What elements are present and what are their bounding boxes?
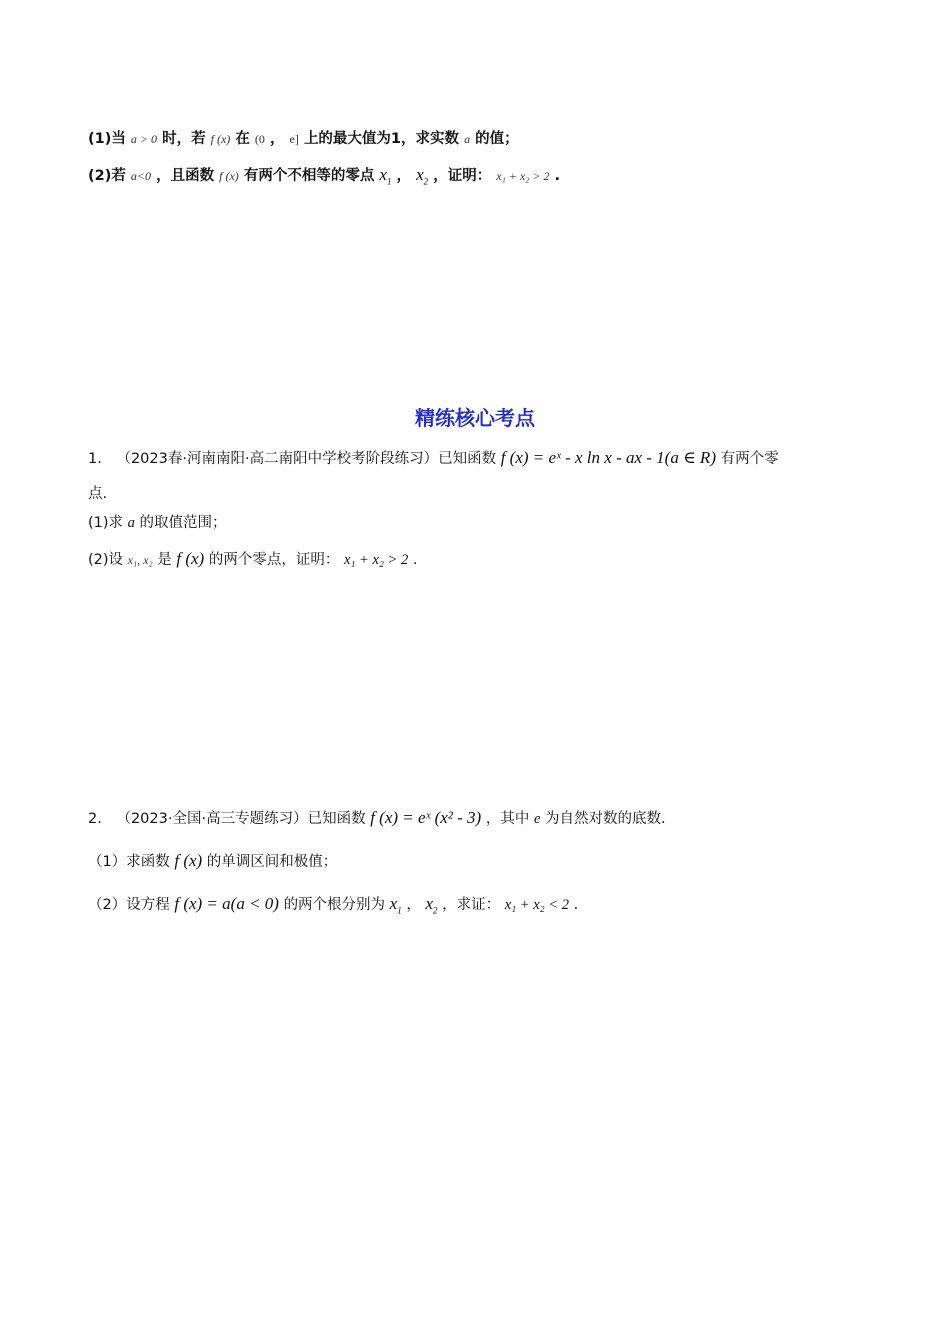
p1-part1-tail: 的取值范围；: [139, 515, 227, 531]
q1-condition: a > 0: [130, 132, 158, 146]
q1-variable: a: [464, 132, 471, 146]
problem-2-statement: [88, 807, 666, 830]
q1-interval-close: e]: [289, 132, 299, 146]
p1-part2-function: f (x): [176, 549, 205, 568]
problem-1-part-2: [88, 548, 417, 571]
p2-part2-x1: $x_1$: [389, 894, 402, 916]
problem-2-formula: f (x) = eˣ (x² - 3): [370, 808, 482, 827]
problem-1-tail: 有两个零: [720, 451, 779, 467]
problem-2-part-1: [88, 850, 337, 873]
problem-2-number: 2.: [88, 811, 102, 827]
p1-part2-proof: x₁ + x₂ > 2: [343, 552, 409, 568]
q2-function: f (x): [219, 169, 239, 183]
q1-comma: ，: [269, 131, 285, 147]
q2-proof-expression: x₁ + x₂ > 2: [496, 169, 550, 183]
p1-part2-text-1: 是: [157, 552, 172, 568]
p1-part2-prefix: (2)设: [88, 552, 124, 568]
q1-text-4: 的值；: [475, 131, 519, 147]
q2-text-1: ，且函数: [156, 168, 215, 184]
problem-2-e-variable: e: [533, 811, 541, 827]
p2-part2-text-2: ，求证：: [442, 897, 501, 913]
p2-part2-proof: x₁ + x₂ < 2: [504, 897, 569, 913]
p1-part2-variables: x₁, x₂: [127, 553, 153, 567]
section-title: 精练核心考点: [415, 406, 535, 430]
problem-2-text-2: 为自然对数的底数.: [544, 811, 666, 827]
q2-text-2: 有两个不相等的零点: [243, 168, 375, 184]
intro-question-2: [88, 164, 560, 192]
q2-prefix: (2)若: [88, 168, 126, 184]
p2-part2-separator: ，: [406, 897, 421, 913]
q1-text-1: 时，若: [162, 131, 206, 147]
problem-2-source: （2023·全国·高三专题练习）已知函数: [116, 811, 366, 827]
p2-part2-end: .: [573, 897, 579, 913]
p1-part1-prefix: (1)求: [88, 515, 124, 531]
q1-prefix: (1)当: [88, 131, 126, 147]
p1-part2-end: .: [412, 552, 418, 568]
p2-part2-x2: $x_2$: [425, 894, 438, 916]
q2-condition: a<0: [130, 169, 152, 183]
p2-part1-tail: 的单调区间和极值；: [206, 854, 338, 870]
p2-part2-equation: f (x) = a(a < 0): [174, 894, 279, 913]
q1-text-3: 上的最大值为1，求实数: [303, 131, 460, 147]
p2-part2-text-1: 的两个根分别为: [283, 897, 386, 913]
problem-2-text-1: ，其中: [485, 811, 530, 827]
problem-1-source: （2023春·河南南阳·高二南阳中学校考阶段练习）已知函数: [116, 451, 497, 467]
q2-text-3: ，证明：: [433, 168, 492, 184]
problem-1-statement: [88, 447, 779, 470]
problem-1-number: 1.: [88, 451, 102, 467]
p1-part1-variable: a: [127, 515, 135, 531]
q1-interval-open: (0: [254, 132, 265, 146]
q2-end: .: [554, 168, 561, 184]
problem-1-formula: f (x) = eˣ - x ln x - ax - 1(a ∈ R): [500, 448, 716, 467]
intro-question-1: [88, 128, 519, 150]
p2-part1-function: f (x): [174, 851, 203, 870]
problem-1-part-1: [88, 512, 227, 534]
p2-part2-prefix: （2）设方程: [88, 897, 170, 913]
q2-x2: $x_2$: [416, 165, 429, 187]
q1-function: f (x): [210, 132, 231, 146]
problem-1-wrap: 点.: [88, 486, 108, 502]
q1-text-2: 在: [235, 131, 250, 147]
q2-x1: $x_1$: [379, 165, 392, 187]
q2-separator: ，: [396, 168, 412, 184]
p2-part1-prefix: （1）求函数: [88, 854, 170, 870]
p1-part2-text-2: 的两个零点，证明：: [208, 552, 340, 568]
problem-2-part-2: [88, 893, 578, 921]
